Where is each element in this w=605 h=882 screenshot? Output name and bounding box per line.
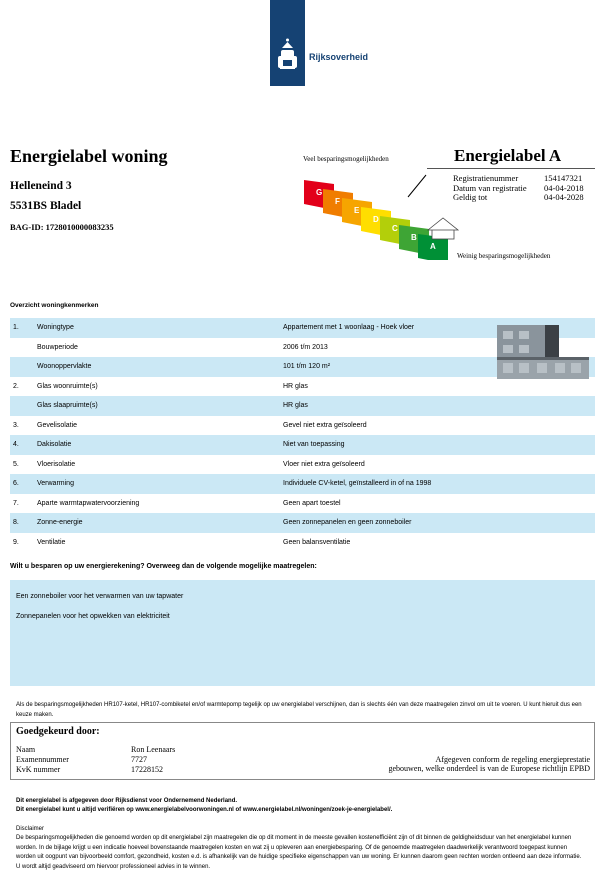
row-value: Geen balansventilatie xyxy=(283,538,351,546)
issuer-line-2: Dit energielabel kunt u altijd verifiëren op www.energielabelvoorwoningen.nl of www.energielabel.nl/woningen/zoek-je-energielabel/. xyxy=(16,807,393,813)
row-value: HR glas xyxy=(283,382,308,390)
valid-value: 04-04-2028 xyxy=(544,192,584,202)
row-label: Ventilatie xyxy=(37,538,66,546)
row-label: Woonoppervlakte xyxy=(37,363,92,371)
registration-label: Registratienummer xyxy=(453,173,519,183)
row-number: 1. xyxy=(13,324,19,332)
conform-line-1: Afgegeven conform de regeling energieprestatie xyxy=(435,755,590,764)
kvk-label: KvK nummer xyxy=(16,765,61,774)
row-value: Geen zonnepanelen en geen zonneboiler xyxy=(283,519,412,527)
row-label: Vloerisolatie xyxy=(37,460,76,468)
approval-title: Goedgekeurd door: xyxy=(16,726,100,737)
date-value: 04-04-2018 xyxy=(544,183,584,193)
org-name: Rijksoverheid xyxy=(309,52,369,62)
row-number: 9. xyxy=(13,538,19,546)
table-row xyxy=(10,513,595,533)
row-label: Woningtype xyxy=(37,324,74,332)
address-postal: 5531BS Bladel xyxy=(10,200,82,212)
row-value: Gevel niet extra geïsoleerd xyxy=(283,421,367,429)
disclaimer-title: Disclaimer xyxy=(16,826,45,832)
conform-line-2: gebouwen, welke onderdeel is van de Europese richtlijn EPBD xyxy=(388,764,590,773)
row-value: Geen apart toestel xyxy=(283,499,341,507)
label-step-letter: D xyxy=(373,215,379,224)
bag-id: BAG-ID: 1728010000083235 xyxy=(10,222,114,232)
rijksoverheid-logo-bar xyxy=(270,0,305,86)
label-step-letter: B xyxy=(411,233,417,242)
row-number: 2. xyxy=(13,382,19,390)
advice-heading: Wilt u besparen op uw energierekening? Overweeg dan de volgende mogelijke maatregelen: xyxy=(10,563,317,570)
row-label: Gevelisolatie xyxy=(37,421,78,429)
row-value: Vloer niet extra geïsoleerd xyxy=(283,460,365,468)
row-number: 6. xyxy=(13,480,19,488)
row-label: Aparte warmtapwatervoorziening xyxy=(37,499,140,507)
row-number: 7. xyxy=(13,499,19,507)
issuer-block xyxy=(16,797,392,815)
row-label: Verwarming xyxy=(37,480,74,488)
approval-box xyxy=(10,722,595,780)
table-row xyxy=(10,455,595,475)
advice-box xyxy=(10,580,595,686)
row-number: 5. xyxy=(13,460,19,468)
building-illustration xyxy=(493,321,591,381)
address-street: Helleneind 3 xyxy=(10,180,72,192)
energy-label-title: Energielabel A xyxy=(454,146,562,165)
row-number: 8. xyxy=(13,519,19,527)
table-row xyxy=(10,494,595,514)
row-label: Zonne-energie xyxy=(37,519,83,527)
registration-value: 154147321 xyxy=(544,173,583,183)
label-step-letter: E xyxy=(354,206,360,215)
label-step-letter: A xyxy=(430,242,436,251)
row-value: Appartement met 1 woonlaag - Hoek vloer xyxy=(283,324,415,332)
crest-icon xyxy=(270,0,305,86)
house-icon xyxy=(428,218,458,239)
row-label: Glas woonruimte(s) xyxy=(37,382,98,390)
row-number: 4. xyxy=(13,441,19,449)
name-value: Ron Leenaars xyxy=(131,745,176,754)
advice-item: Een zonneboiler voor het verwarmen van uw tapwater xyxy=(16,593,184,600)
row-value: Individuele CV-ketel, geïnstalleerd in of na 1998 xyxy=(283,480,432,488)
row-label: Dakisolatie xyxy=(37,441,72,449)
exam-label: Examennummer xyxy=(16,755,69,764)
disclaimer-text: De besparingsmogelijkheden die genoemd worden op dit energielabel zijn maatregelen die op dit moment in de meeste gevallen kostenefficiënt zijn of dit binnen de geldigheidsduur van het energielabel kunnen worden. In de bijlage krijgt u een indicatie hoeveel bovenstaande maatregelen kosten en wat zij u opleveren aan energiebesparing. Of de genoemde maatregelen daadwerkelijk verantwoord toegepast kunnen worden uit oogpunt van bijvoorbeeld comfort, gezondheid, kosten e.d. is afhankelijk van de huidige specifieke eigenschappen van uw woning. Er kunnen daarom geen rechten worden ontleend aan deze informatie. U wordt altijd geadviseerd om hiervoor professioneel advies in te winnen. xyxy=(16,835,582,870)
valid-label: Geldig tot xyxy=(453,192,488,202)
kvk-value: 17228152 xyxy=(131,765,163,774)
name-label: Naam xyxy=(16,745,36,754)
conform-statement xyxy=(389,755,591,773)
page-title: Energielabel woning xyxy=(10,146,168,166)
advice-item: Zonnepanelen voor het opwekken van elektriciteit xyxy=(16,613,170,620)
row-value: HR glas xyxy=(283,402,308,410)
label-stairs xyxy=(304,180,448,260)
table-row xyxy=(10,396,595,416)
row-label: Bouwperiode xyxy=(37,343,78,351)
row-number: 3. xyxy=(13,421,19,429)
advice-note: Als de besparingsmogelijkheden HR107-ketel, HR107-combiketel en/of warmtepomp tegelijk op uw energielabel verschijnen, dan is slechts één van deze maatregelen zinvol om uit te voeren. U kunt hieruit dus een keuze maken. xyxy=(16,702,582,718)
label-step-letter: F xyxy=(335,197,340,206)
issuer-line-1: Dit energielabel is afgegeven door Rijksdienst voor Ondernemend Nederland. xyxy=(16,798,238,804)
row-value: 2006 t/m 2013 xyxy=(283,343,328,351)
exam-value: 7727 xyxy=(131,755,147,764)
table-row xyxy=(10,416,595,436)
row-value: 101 t/m 120 m² xyxy=(283,363,331,371)
row-value: Niet van toepassing xyxy=(283,441,345,449)
energy-label-graphic xyxy=(300,150,470,260)
date-label: Datum van registratie xyxy=(453,183,527,193)
label-step-letter: G xyxy=(316,188,323,197)
weinig-besparing-text: Weinig besparingsmogelijkheden xyxy=(457,252,551,260)
row-label: Glas slaapruimte(s) xyxy=(37,402,98,410)
veel-besparing-text: Veel besparingsmogelijkheden xyxy=(303,155,389,163)
label-step-letter: C xyxy=(392,224,398,233)
table-row xyxy=(10,474,595,494)
table-row xyxy=(10,435,595,455)
label-divider xyxy=(427,168,595,169)
overview-heading: Overzicht woningkenmerken xyxy=(10,302,99,309)
table-row xyxy=(10,533,595,553)
